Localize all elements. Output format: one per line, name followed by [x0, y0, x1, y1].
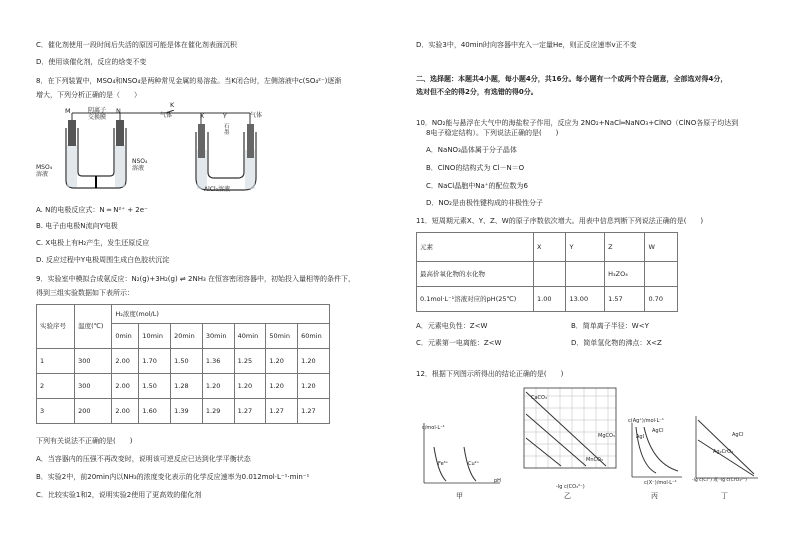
th-exp-no: 实验序号 [37, 305, 75, 349]
table-row [37, 349, 330, 374]
cell: 1.27 [298, 399, 330, 424]
cell: 1.20 [234, 374, 266, 399]
cell: 1.50 [139, 374, 171, 399]
q10-option-d: D．NO₂是由极性键构成的非极性分子 [426, 199, 543, 207]
th-h2-conc: H₂浓度(mol/L) [112, 305, 330, 324]
fig-label-ding: 丁 [721, 492, 728, 500]
q9-option-a: A．当容器内的压强不再改变时，说明该可逆反应已达到化学平衡状态 [36, 455, 251, 463]
label-m: M [65, 107, 71, 115]
cell: 1.25 [234, 349, 266, 374]
q10-stem-line2: 8电子稳定结构）。下列说法正确的是( ) [426, 129, 559, 137]
th-time: 60min [298, 324, 330, 349]
cell: 2 [37, 374, 75, 399]
q8-option-a: A. N的电极反应式：N ═ N²⁺ + 2e⁻ [36, 206, 148, 214]
electrode-x [198, 124, 205, 158]
cell: 1 [37, 349, 75, 374]
bing-agi-label: AgI [636, 434, 645, 440]
q10-option-b: B．ClNO的结构式为 Cl－N＝O [426, 164, 525, 172]
cell: 1.20 [266, 374, 298, 399]
yi-caco3-label: CaCO₃ [531, 395, 547, 401]
cell: 1.27 [234, 399, 266, 424]
cell: 1.57 [605, 287, 645, 312]
q11-option-b: B．简单离子半径：W<Y [571, 322, 649, 330]
q8-stem-line1: 8．在下列装置中，MSO₄和NSO₄是两种常见金属的易溶盐。当K闭合时，左侧溶液中c(SO₄²⁻)逐渐 [36, 77, 342, 85]
cell: 1.28 [171, 374, 203, 399]
section-2-header-line1: 二、选择题：本题共4小题，每小题4分，共16分。每小题有一个或两个符合题意，全部选对得4分， [416, 75, 728, 83]
th-time: 30min [202, 324, 234, 349]
th-y: Y [566, 233, 605, 262]
yi-mgco3-label: MgCO₃ [598, 433, 615, 439]
cell [566, 262, 605, 287]
cell: 300 [75, 349, 112, 374]
th-x: X [534, 233, 566, 262]
th-time: 40min [234, 324, 266, 349]
cell: 1.00 [534, 287, 566, 312]
cell: 3 [37, 399, 75, 424]
th-z: Z [605, 233, 645, 262]
cell: 1.20 [202, 374, 234, 399]
yi-x-label: -lg c(CO₃²⁻) [556, 484, 585, 490]
fig-label-yi: 乙 [564, 492, 571, 500]
line-agcl [698, 420, 754, 474]
cell: 2.00 [112, 374, 139, 399]
row-label-ph: 0.1mol·L⁻¹溶液对应的pH(25℃) [417, 287, 534, 312]
line-mgco3 [526, 414, 586, 466]
q8-electrolysis-diagram [46, 107, 276, 195]
line-caco3 [526, 392, 606, 466]
label-n: N [116, 107, 121, 115]
electrode-y [247, 124, 254, 158]
q10-stem-line1: 10．NO₂能与悬浮在大气中的海盐粒子作用，反应为 2NO₂+NaCl═NaNO₃+ClNO（ClNO各原子均达到 [416, 119, 739, 127]
th-temp: 温度(℃) [75, 305, 112, 349]
q7-option-c: C．催化剂使用一段时间后失活的原因可能是体在催化剂表面沉积 [36, 41, 237, 49]
q9-ask: 下列有关说法不正确的是( ) [36, 437, 133, 445]
cell: 1.60 [139, 399, 171, 424]
q9-option-b: B．实验2中，前20min内以NH₃的浓度变化表示的化学反应速率为0.012mol·L⁻¹·min⁻¹ [36, 473, 310, 481]
cell: 13.00 [566, 287, 605, 312]
ding-agcl-label: AgCl [732, 432, 744, 438]
label-gas1: 气体 [160, 112, 173, 119]
cell: 1.39 [171, 399, 203, 424]
figure-ding [688, 410, 760, 485]
table-row [417, 262, 678, 287]
label-y: Y [223, 113, 227, 120]
section-2-header-line2: 选对但不全的得2分，有选错的得0分。 [416, 88, 538, 96]
fig-label-jia: 甲 [456, 492, 463, 500]
table-row [417, 287, 678, 312]
label-membrane: 阴离子 交换膜 [88, 107, 107, 121]
q8-option-d: D. 反应过程中Y电极周围生成白色胶状沉淀 [36, 256, 170, 264]
table-row [37, 374, 330, 399]
label-k: K [170, 101, 175, 109]
q11-element-table [416, 232, 678, 312]
jia-x-label: pH [494, 478, 501, 484]
th-time: 10min [139, 324, 171, 349]
label-nso4: NSO₄ 溶液 [132, 158, 148, 173]
table-row [37, 399, 330, 424]
bing-y-label: c(Ag⁺)/mol·L⁻¹ [628, 418, 664, 424]
yi-mnco3-label: MnCO₃ [586, 457, 603, 463]
cell: H₃ZO₄ [605, 262, 645, 287]
th-time: 20min [171, 324, 203, 349]
q9-stem-line2: 得到三组实验数据如下表所示： [36, 289, 134, 297]
electrode-m [68, 120, 76, 146]
row-label-oxide: 最高价氧化物的水化物 [417, 262, 534, 287]
bing-x-label: c(X⁻)/mol·L⁻¹ [644, 480, 677, 486]
q9-stem-line1: 9．实验室中模拟合成氨反应：N₂(g)+3H₂(g) ⇌ 2NH₃ 在恒容密闭容器中，初始投入量相等的条件下， [36, 275, 355, 283]
fig-label-bing: 丙 [651, 492, 658, 500]
q9-data-table [36, 304, 330, 424]
ding-ag2cro4-label: Ag₂CrO₄ [713, 449, 734, 455]
q11-option-a: A．元素电负性：Z<W [416, 322, 488, 330]
q8-option-b: B. 电子由电极N流向Y电极 [36, 222, 118, 230]
line-ag2cro4 [698, 440, 754, 476]
cell: 2.00 [112, 399, 139, 424]
cell: 1.70 [139, 349, 171, 374]
q7-option-d: D．使用该催化剂，反应的焓变不变 [36, 58, 147, 66]
bing-agcl-label: AgCl [652, 428, 664, 434]
q11-option-c: C．元素第一电离能：Z<W [416, 339, 502, 347]
label-graphite: 石 墨 [224, 124, 230, 137]
jia-y-label: c/mol·L⁻¹ [422, 425, 445, 431]
cell: 0.70 [645, 287, 678, 312]
line-mnco3 [526, 438, 561, 466]
label-alcl3: AlCl₃溶液 [204, 186, 231, 193]
figure-bing [626, 415, 686, 485]
cell: 1.20 [298, 374, 330, 399]
q10-option-a: A．NaNO₃晶体属于分子晶体 [426, 146, 517, 154]
cell: 1.29 [202, 399, 234, 424]
q11-option-d: D．简单氢化物的沸点：X<Z [571, 339, 662, 347]
cell: 2.00 [112, 349, 139, 374]
ding-x-label: -lg c(Cl⁻) 或 -lg c(CrO₄²⁻) [692, 478, 747, 483]
cell: 1.50 [171, 349, 203, 374]
label-mso4: MSO₄ 溶液 [36, 164, 53, 179]
th-time: 0min [112, 324, 139, 349]
q9-option-d: D．实验3中，40min时向容器中充入一定量He，则正反应速率v正不变 [416, 41, 637, 49]
label-x: X [200, 113, 205, 120]
cell [534, 262, 566, 287]
q11-stem: 11．短周期元素X、Y、Z、W的原子序数依次增大。用表中信息判断下列说法正确的是( ) [416, 217, 704, 225]
cell: 300 [75, 374, 112, 399]
q8-stem-line2: 增大，下列分析正确的是（ ） [36, 91, 141, 99]
q9-option-c: C．比较实验1和2，说明实验2使用了更高效的催化剂 [36, 491, 202, 499]
cell: 1.20 [266, 349, 298, 374]
cell [645, 262, 678, 287]
q12-stem: 12．根据下列图示所得出的结论正确的是( ) [416, 370, 564, 378]
cell: 1.36 [202, 349, 234, 374]
cell: 200 [75, 399, 112, 424]
q8-option-c: C. X电极上有H₂产生，发生还原反应 [36, 239, 150, 247]
th-time: 50min [266, 324, 298, 349]
cell: 1.20 [298, 349, 330, 374]
electrode-n [116, 120, 124, 146]
th-element: 元素 [417, 233, 534, 262]
cell: 1.27 [266, 399, 298, 424]
jia-cu-label: Cu²⁺ [468, 461, 480, 467]
jia-fe-label: Fe³⁺ [438, 461, 449, 467]
label-gas2: 气体 [250, 112, 263, 119]
th-w: W [645, 233, 678, 262]
q10-option-c: C．NaCl晶胞中Na⁺的配位数为6 [426, 182, 528, 190]
